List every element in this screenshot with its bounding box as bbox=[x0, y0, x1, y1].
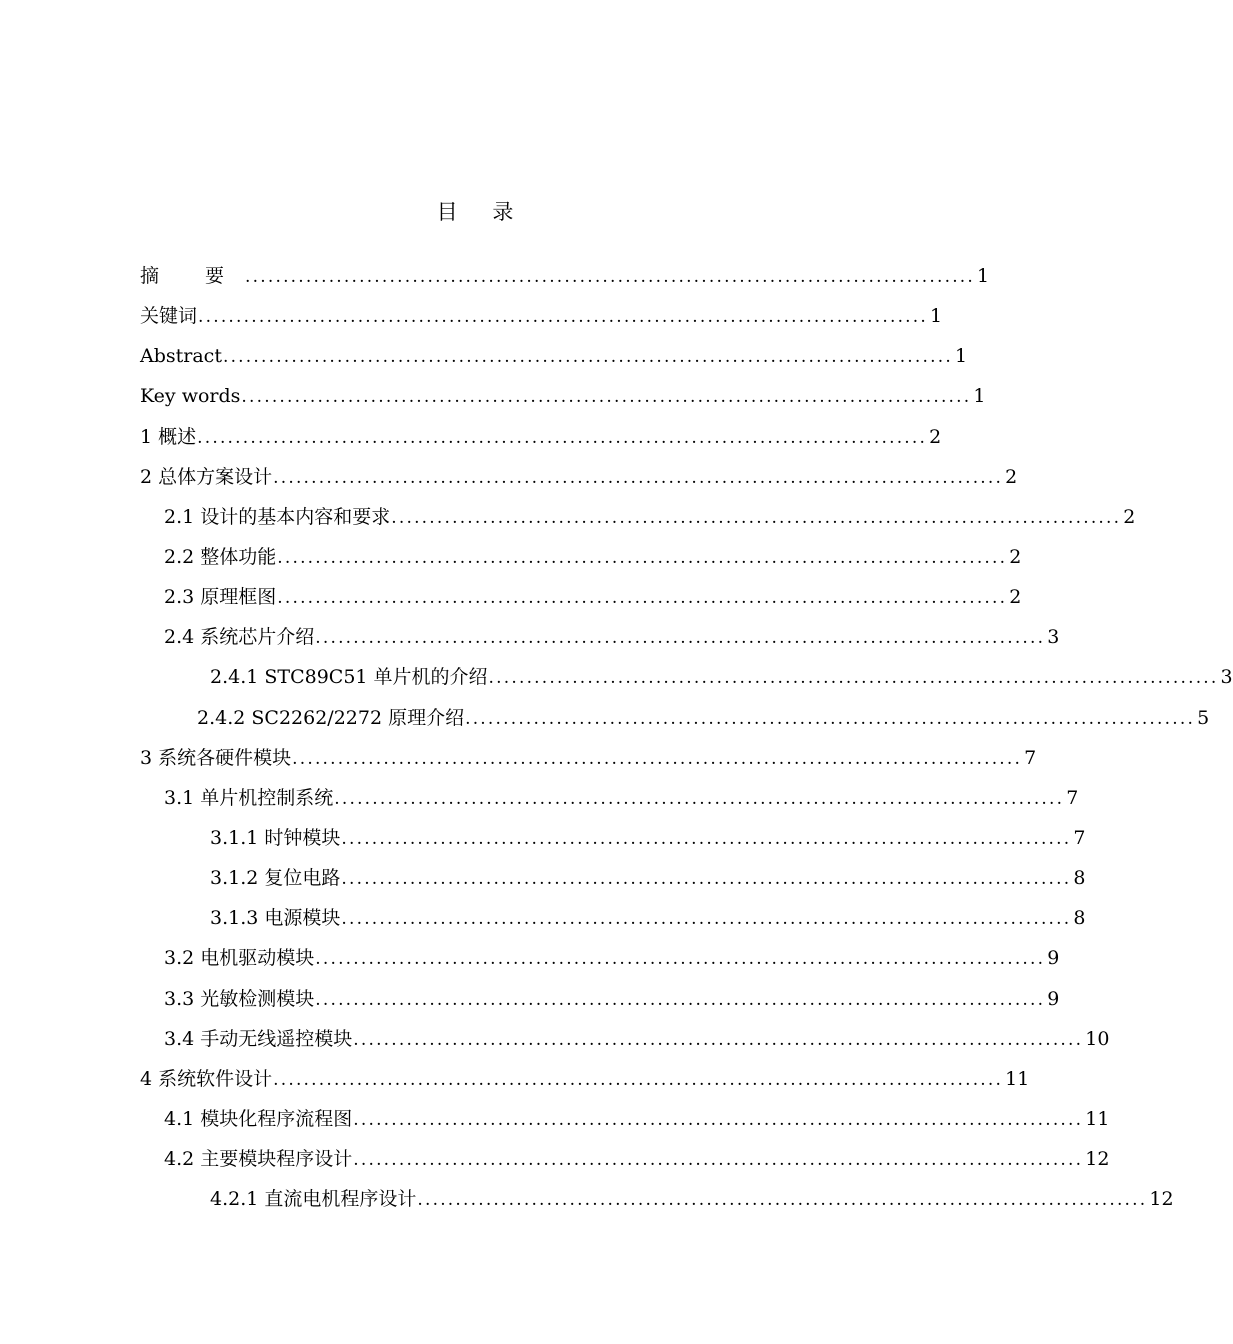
toc-leader-dots: ................................................................................................ bbox=[241, 387, 972, 408]
toc-page-number: 7 bbox=[1024, 746, 1037, 769]
toc-entry[interactable] bbox=[140, 938, 1060, 978]
toc-leader-dots: ................................................................................................ bbox=[353, 1029, 1084, 1050]
toc-entry[interactable] bbox=[140, 296, 943, 336]
toc-page-number: 9 bbox=[1047, 947, 1060, 970]
toc-leader-dots: ................................................................................................ bbox=[292, 748, 1023, 769]
toc-entry-title: 3 系统各硬件模块 bbox=[140, 746, 292, 769]
toc-page-number: 8 bbox=[1073, 867, 1086, 890]
toc-leader-dots: ................................................................................................ bbox=[245, 267, 976, 287]
toc-leader-dots: ................................................................................................ bbox=[273, 467, 1004, 488]
toc-page-number: 11 bbox=[1085, 1107, 1110, 1130]
toc-entry[interactable] bbox=[140, 778, 1079, 818]
toc-entry-title: 3.4 手动无线遥控模块 bbox=[164, 1027, 353, 1050]
toc-leader-dots: ................................................................................................ bbox=[341, 909, 1072, 930]
toc-entry[interactable] bbox=[140, 657, 1233, 697]
toc-page-number: 2 bbox=[1123, 505, 1136, 528]
toc-page-number: 2 bbox=[1009, 586, 1022, 609]
toc-page-number: 11 bbox=[1005, 1067, 1030, 1090]
toc-entry-title: 4.2.1 直流电机程序设计 bbox=[210, 1188, 417, 1211]
toc-entry[interactable] bbox=[140, 898, 1086, 938]
toc-entry-title: 4 系统软件设计 bbox=[140, 1067, 273, 1090]
toc-entry[interactable] bbox=[140, 417, 942, 457]
toc-leader-dots: ................................................................................................ bbox=[334, 788, 1065, 809]
toc-entry[interactable] bbox=[140, 537, 1022, 577]
toc-entry[interactable] bbox=[140, 858, 1086, 898]
toc-entry[interactable] bbox=[140, 457, 1018, 497]
toc-entry-title: 1 概述 bbox=[140, 425, 197, 448]
table-of-contents bbox=[140, 256, 1233, 1219]
toc-page-number: 8 bbox=[1073, 907, 1086, 930]
toc-page-number: 5 bbox=[1197, 706, 1210, 729]
toc-entry-title: 3.1.1 时钟模块 bbox=[210, 826, 341, 849]
toc-page-number: 7 bbox=[1073, 826, 1086, 849]
toc-page-number: 1 bbox=[954, 345, 968, 368]
toc-leader-dots: ................................................................................................ bbox=[198, 307, 928, 328]
toc-entry-title: 2.4 系统芯片介绍 bbox=[164, 626, 315, 649]
toc-leader-dots: ................................................................................................ bbox=[315, 628, 1046, 649]
toc-entry[interactable] bbox=[140, 979, 1060, 1019]
toc-entry-title: 3.2 电机驱动模块 bbox=[164, 947, 315, 970]
toc-entry-title: 3.1 单片机控制系统 bbox=[164, 786, 334, 809]
toc-entry[interactable] bbox=[140, 1099, 1110, 1139]
toc-entry-title: 2.4.1 STC89C51 单片机的介绍 bbox=[210, 666, 488, 689]
toc-entry-title: 4.1 模块化程序流程图 bbox=[164, 1107, 353, 1130]
toc-leader-dots: ................................................................................................ bbox=[353, 1150, 1084, 1171]
toc-entry[interactable] bbox=[140, 336, 968, 376]
toc-leader-dots: ................................................................................................ bbox=[341, 828, 1072, 849]
toc-entry-title: 摘 要 bbox=[140, 265, 245, 287]
toc-entry-title: Key words bbox=[140, 385, 241, 408]
toc-leader-dots: ................................................................................................ bbox=[315, 989, 1046, 1010]
toc-page-number: 12 bbox=[1149, 1188, 1174, 1211]
toc-entry-title: 2.3 原理框图 bbox=[164, 586, 277, 609]
toc-page-number: 2 bbox=[1005, 465, 1018, 488]
toc-page-number: 2 bbox=[1009, 545, 1022, 568]
toc-page-number: 1 bbox=[977, 265, 990, 287]
toc-entry-title: 关键词 bbox=[140, 305, 198, 328]
toc-page-number: 2 bbox=[929, 425, 942, 448]
toc-entry-title: 2 总体方案设计 bbox=[140, 465, 273, 488]
toc-leader-dots: ................................................................................................ bbox=[465, 708, 1196, 729]
toc-leader-dots: ................................................................................................ bbox=[197, 427, 928, 448]
toc-leader-dots: ................................................................................................ bbox=[273, 1069, 1004, 1090]
toc-entry-title: 2.4.2 SC2262/2272 原理介绍 bbox=[197, 706, 465, 729]
toc-page-number: 7 bbox=[1066, 786, 1079, 809]
toc-entry[interactable] bbox=[140, 497, 1136, 537]
toc-leader-dots: ................................................................................................ bbox=[222, 347, 953, 368]
toc-page-number: 3 bbox=[1220, 666, 1233, 689]
toc-entry-title: 2.1 设计的基本内容和要求 bbox=[164, 505, 391, 528]
toc-page-number: 1 bbox=[973, 385, 986, 408]
toc-page-number: 10 bbox=[1085, 1027, 1110, 1050]
toc-entry-title: 2.2 整体功能 bbox=[164, 545, 277, 568]
toc-page-number: 9 bbox=[1047, 987, 1060, 1010]
toc-entry[interactable] bbox=[140, 577, 1022, 617]
toc-page-number: 12 bbox=[1085, 1148, 1110, 1171]
toc-leader-dots: ................................................................................................ bbox=[277, 588, 1008, 609]
toc-entry-title: Abstract bbox=[140, 345, 222, 368]
toc-entry[interactable] bbox=[140, 1139, 1110, 1179]
toc-leader-dots: ................................................................................................ bbox=[353, 1109, 1084, 1130]
toc-page-number: 3 bbox=[1047, 626, 1060, 649]
toc-leader-dots: ................................................................................................ bbox=[391, 507, 1122, 528]
toc-entry[interactable] bbox=[140, 1059, 1030, 1099]
page-title: 目 录 bbox=[436, 200, 528, 224]
toc-entry[interactable] bbox=[140, 738, 1037, 778]
toc-entry[interactable] bbox=[140, 1019, 1110, 1059]
toc-entry[interactable] bbox=[140, 617, 1060, 657]
toc-leader-dots: ................................................................................................ bbox=[277, 547, 1008, 568]
toc-leader-dots: ................................................................................................ bbox=[488, 668, 1219, 689]
toc-entry[interactable] bbox=[140, 698, 1210, 738]
toc-leader-dots: ................................................................................................ bbox=[417, 1190, 1148, 1211]
toc-entry-title: 3.1.2 复位电路 bbox=[210, 867, 341, 890]
toc-page-number: 1 bbox=[929, 305, 943, 328]
toc-entry-title: 4.2 主要模块程序设计 bbox=[164, 1148, 353, 1171]
toc-entry[interactable] bbox=[140, 256, 990, 296]
toc-entry[interactable] bbox=[140, 818, 1086, 858]
toc-entry-title: 3.3 光敏检测模块 bbox=[164, 987, 315, 1010]
toc-leader-dots: ................................................................................................ bbox=[315, 949, 1046, 970]
toc-entry[interactable] bbox=[140, 1179, 1174, 1219]
toc-leader-dots: ................................................................................................ bbox=[341, 869, 1072, 890]
toc-entry[interactable] bbox=[140, 376, 986, 416]
toc-entry-title: 3.1.3 电源模块 bbox=[210, 907, 341, 930]
